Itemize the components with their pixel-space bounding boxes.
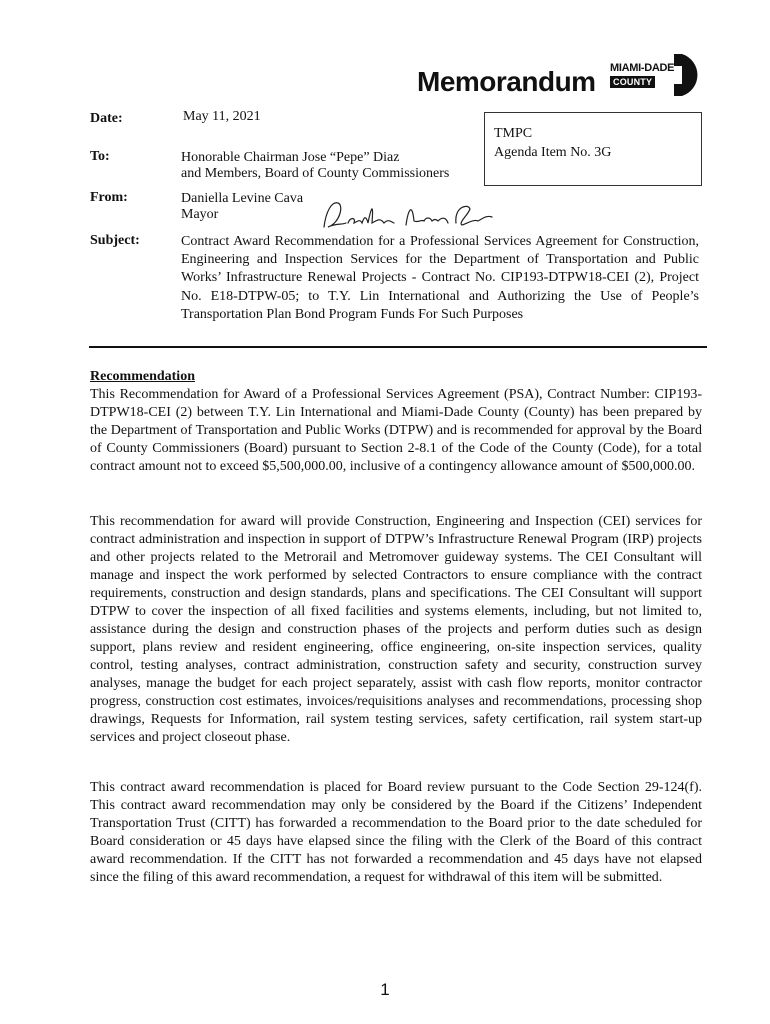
from-name: Daniella Levine Cava — [181, 191, 304, 206]
subject-label: Subject: — [90, 233, 140, 248]
body-paragraph-3: This contract award recommendation is placed for Board review pursuant to the Code Section 29-124(f). This contract award recommendation may only be considered by the Board if the Citizens’ Independent Transportation Trust (CITT) has forwarded a recommendation to the Board prior to the date scheduled for Board consideration or 45 days have elapsed since the filing with the Clerk of the Board of this contract award recommendation. If the CITT has not forwarded a recommendation and 45 days have not elapsed since the filing of this award recommendation, a request for withdrawal of this item will be submitted. — [90, 780, 702, 885]
tmpc-label: TMPC — [494, 126, 533, 141]
subject-text: Contract Award Recommendation for a Professional Services Agreement for Construction, Engineering and Inspection Services for the Department of Transportation and Public Works’ Infrastructure Renewal Projects - Contract No. CIP193-DTPW18-CEI (2), Project No. E18-DTPW-05; to T.Y. Lin International and Authorizing the Use of People’s Transportation Plan Bond Program Funds For Such Purposes — [181, 234, 699, 322]
memo-title: Memorandum — [417, 66, 596, 97]
body-paragraph-1: This Recommendation for Award of a Professional Services Agreement (PSA), Contract Number: CIP193-DTPW18-CEI (2) between T.Y. Lin International and Miami-Dade County (County) has been prepared by the Department of Transportation and Public Works (DTPW) and is recommended for approval by the Board of County Commissioners (Board) pursuant to Section 2-8.1 of the Code of the County (Code), for a total contract amount not to exceed $5,500,000.00, inclusive of a contingency allowance amount of $500,000.00. — [90, 387, 702, 474]
logo-d-mark-icon — [608, 52, 704, 98]
to-recipient-line1: Honorable Chairman Jose “Pepe” Diaz — [181, 150, 400, 165]
header-divider — [89, 346, 707, 348]
from-title: Mayor — [181, 207, 219, 222]
date-label: Date: — [90, 111, 123, 126]
agenda-item-number: Agenda Item No. 3G — [494, 145, 612, 160]
from-label: From: — [90, 190, 128, 205]
page-number: 1 — [380, 980, 390, 999]
date-value: May 11, 2021 — [183, 109, 261, 124]
tmpc-agenda-box — [484, 112, 702, 186]
to-recipient-line2: and Members, Board of County Commissioners — [181, 166, 450, 181]
section-heading-recommendation: Recommendation — [90, 369, 195, 384]
logo-line-county: COUNTY — [610, 76, 655, 88]
logo-line-miami-dade: MIAMI-DADE — [610, 62, 675, 74]
to-label: To: — [90, 149, 110, 164]
recommendation-section — [90, 368, 702, 476]
county-logo — [608, 52, 704, 98]
body-paragraph-2: This recommendation for award will provide Construction, Engineering and Inspection (CEI) services for contract administration and inspection in support of DTPW’s Infrastructure Renewal Program (IRP) projects and other projects related to the Metrorail and Metromover guideway systems. The CEI Consultant will manage and inspect the work performed by selected Contractors to ensure compliance with the contract requirements, construction and design standards, plans and specifications. The CEI Consultant will support DTPW to cover the inspection of all fixed facilities and systems elements, including, but not limited to, assistance during the design and construction phases of the projects and perform duties such as design support, plans review and resident engineering, office engineering, on-site inspection services, quality control, testing analyses, contract administration, construction safety and security, construction survey analyses, manage the budget for each project separately, assist with cash flow reports, monitor contractor progress, construction cost estimates, invoices/requisitions analyses and recommendations, processing shop drawings, Requests for Information, rail system testing services, safety certification, rail system start-up services and project closeout phase. — [90, 514, 702, 745]
